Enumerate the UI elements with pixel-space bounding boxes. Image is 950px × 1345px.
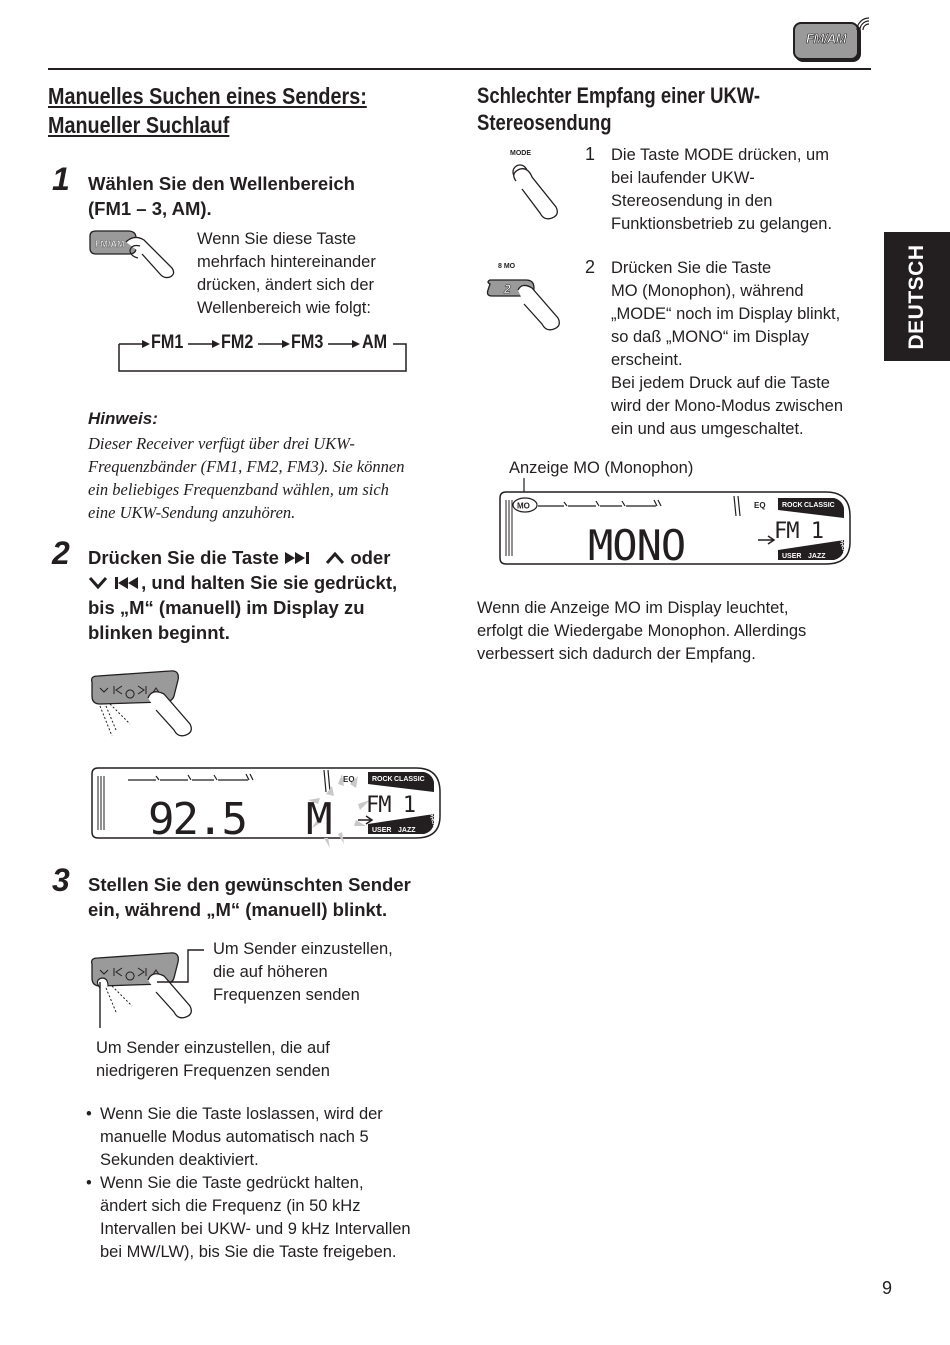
- hint-heading: Hinweis:: [88, 409, 158, 428]
- tuning-button-press-icon: [86, 668, 196, 740]
- band-readout: FM 1: [774, 519, 823, 544]
- skip-back-icon: [113, 576, 141, 590]
- left-section-title: Manuelles Suchen eines Senders: Manueller Suchlauf: [48, 83, 367, 138]
- classic-label: CLASSIC: [804, 502, 835, 509]
- band-am: AM: [362, 332, 388, 353]
- right-step-2-text: Drücken Sie die Taste MO (Monophon), während „MODE“ noch im Display blinkt, so daß „MONO“ im Display erscheint. Bei jedem Druck auf die Taste wird der Mono-Modus zwischen ein und aus umgeschaltet.: [611, 259, 844, 438]
- logo-text: FM/AM: [805, 31, 847, 46]
- skip-forward-icon: [284, 551, 320, 565]
- mode-button-press-icon: [500, 145, 566, 223]
- step-3-text: Stellen Sie den gewünschten Sender ein, während „M“ (manuell) blinkt.: [88, 874, 411, 920]
- header-rule: [48, 68, 871, 70]
- band-fm1: FM1: [151, 332, 184, 353]
- classic-label: CLASSIC: [394, 776, 425, 783]
- right-step-1-text: Die Taste MODE drücken, um bei laufender UKW- Stereosendung in den Funktionsbetrieb zu gelangen.: [611, 146, 833, 233]
- pops-label: POPS: [829, 520, 841, 539]
- rock-label: ROCK: [782, 502, 803, 509]
- jazz-label: JAZZ: [398, 827, 416, 834]
- pops-label: POPS: [419, 796, 431, 815]
- chevron-up-icon: [325, 551, 345, 565]
- step-1-text: Wählen Sie den Wellenbereich (FM1 – 3, AM).: [88, 173, 355, 219]
- right-step-1-number: 1: [585, 144, 596, 164]
- eq-label: EQ: [754, 501, 766, 510]
- page-number: 9: [882, 1278, 893, 1298]
- band-fm2: FM2: [221, 332, 254, 353]
- mo-button-label: 8 MO: [498, 263, 516, 270]
- lcd-display-mono: [496, 490, 854, 570]
- user-label: USER: [782, 553, 802, 560]
- mo-indicator-caption: Anzeige MO (Monophon): [509, 459, 694, 477]
- band-cycle-diagram: [118, 330, 408, 372]
- mono-readout: MONO: [588, 521, 686, 570]
- mo-button-digit: 2: [504, 282, 511, 296]
- step-2-number: 2: [52, 535, 70, 571]
- fm-am-button-press-icon: [86, 228, 178, 280]
- radio-waves-icon: [855, 16, 873, 34]
- jazz-label: JAZZ: [808, 553, 826, 560]
- lower-frequencies-caption: Um Sender einzustellen, die auf niedrigeren Frequenzen senden: [96, 1039, 330, 1080]
- band-readout: FM 1: [366, 793, 415, 818]
- lcd-display-manual: [88, 764, 444, 858]
- mo-indicator: MO: [517, 501, 530, 511]
- notes-list: [86, 1103, 456, 1264]
- list-item: • Wenn Sie die Taste loslassen, wird der manuelle Modus automatisch nach 5 Sekunden deaktiviert.: [86, 1103, 456, 1172]
- user-label: USER: [372, 827, 392, 834]
- right-section-title: Schlechter Empfang einer UKW- Stereosendung: [477, 83, 761, 135]
- manual-mode-indicator: M: [306, 794, 333, 845]
- right-step-2-number: 2: [585, 257, 596, 277]
- hiphop-label: HIPHOP: [834, 533, 848, 556]
- higher-frequencies-caption: Um Sender einzustellen, die auf höheren Frequenzen senden: [213, 940, 393, 1004]
- mono-result-text: Wenn die Anzeige MO im Display leuchtet, erfolgt die Wiedergabe Monophon. Allerdings verbessert sich dadurch der Empfang.: [477, 599, 807, 663]
- list-item: • Wenn Sie die Taste gedrückt halten, ändert sich die Frequenz (in 50 kHz Intervallen bei UKW- und 9 kHz Intervallen bei MW/LW), bis Sie die Taste freigeben.: [86, 1172, 456, 1264]
- eq-label: EQ: [343, 775, 355, 784]
- step-1-description: Wenn Sie diese Taste mehrfach hintereinander drücken, ändert sich der Wellenbereich wie folgt:: [197, 230, 376, 317]
- language-tab: [884, 232, 950, 361]
- language-tab-label: DEUTSCH: [905, 243, 928, 350]
- step-3-number: 3: [52, 862, 70, 898]
- frequency-readout: 92.5: [148, 794, 246, 845]
- chevron-down-icon: [88, 576, 108, 590]
- fm-am-button-label: FM/AM: [95, 239, 125, 249]
- hiphop-label: HIPHOP: [424, 807, 438, 830]
- mode-button-label: MODE: [510, 150, 531, 157]
- mo-button-press-icon: [482, 258, 566, 338]
- step-1-number: 1: [52, 161, 70, 197]
- band-fm3: FM3: [291, 332, 324, 353]
- hint-text: Dieser Receiver verfügt über drei UKW- Frequenzbänder (FM1, FM2, FM3). Sie können ein beliebiges Frequenzband wählen, um sich eine UKW-Sendung anzuhören.: [88, 434, 405, 522]
- tuning-button-direction-icon: [86, 942, 212, 1034]
- step-2-text: Drücken Sie die Taste oder , und halten Sie sie gedrückt, bis „M“ (manuell) im Display zu blinken beginnt.: [88, 547, 398, 643]
- fm-am-logo: [793, 22, 859, 60]
- rock-label: ROCK: [372, 776, 393, 783]
